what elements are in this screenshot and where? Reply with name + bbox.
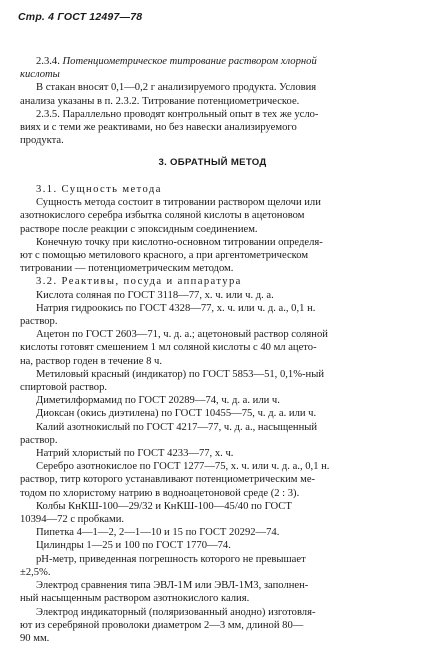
text-line: Диметилформамид по ГОСТ 20289—74, ч. д. а. или ч. (36, 395, 280, 407)
text-line: кислоты готовят смешением 1 мл соляной кислоты с 40 мл ацето- (20, 342, 317, 354)
text-line: раствор. (20, 316, 58, 328)
text-line: Колбы КнКШ-100—29/32 и КнКШ-100—45/40 по ГОСТ (36, 500, 292, 512)
text-line: ±2,5%. (20, 566, 51, 578)
text-line: виях и с теми же реактивами, но без навески анализируемого (20, 122, 297, 134)
text-line: Калий азотнокислый по ГОСТ 4217—77, ч. д. а., насыщенный (36, 421, 318, 433)
clause-2-3-4-heading (20, 55, 411, 68)
text-line: Ацетон по ГОСТ 2603—71, ч. д. а.; ацетоновый раствор соляной (36, 329, 328, 341)
text-line: Электрод индикаторный (поляризованный анодно) изготовля- (36, 606, 316, 618)
text-line: спиртовой раствор. (20, 382, 108, 394)
text-line: pH-метр, приведенная погрешность которого не превышает (36, 553, 306, 565)
text-line: 10394—72 с пробками. (20, 514, 125, 526)
text-line: В стакан вносят 0,1—0,2 г анализируемого продукта. Условия (36, 82, 317, 94)
clause-3-2-heading: 3.2. Реактивы, посуда и аппаратура (36, 276, 242, 288)
text-line: на, раствор годен в течение 8 ч. (20, 355, 163, 367)
text-line: Диоксан (окись диэтилена) по ГОСТ 10455—75, ч. д. а. или ч. (36, 408, 317, 420)
text-line: Конечную точку при кислотно-основном титровании определя- (36, 236, 323, 248)
text-line: раствор. (20, 434, 58, 446)
text-line: Натрия гидроокись по ГОСТ 4328—77, х. ч. или ч. д. а., 0,1 н. (36, 302, 316, 314)
text-line: азотнокислого серебра избытка соляной кислоты в ацетоновом (20, 210, 305, 222)
text-line: ют с помощью метилового красного, а при аргентометрическом (20, 250, 309, 262)
text-line: 90 мм. (20, 632, 50, 644)
clause-number: 2.3.4. (36, 56, 60, 67)
text-line: тодом по хлористому натрию в водноацетоновой среде (2 : 3). (20, 487, 300, 499)
text-line: Серебро азотнокислое по ГОСТ 1277—75, х. ч. или ч. д. а., 0,1 н. (36, 461, 330, 473)
clause-title: Потенциометрическое титрование раствором хлорной (62, 56, 317, 67)
text-line: ют из серебряной проволоки диаметром 2—3 мм, длиной 80— (20, 619, 304, 631)
text-line: Электрод сравнения типа ЭВЛ-1М или ЭВЛ-1М3, заполнен- (36, 580, 309, 592)
text-line: Сущность метода состоит в титровании раствором щелочи или (36, 197, 321, 209)
text-line: Цилиндры 1—25 и 100 по ГОСТ 1770—74. (36, 540, 231, 552)
section-3-title: 3. ОБРАТНЫЙ МЕТОД (158, 157, 267, 168)
page-header: Стр. 4 ГОСТ 12497—78 (18, 11, 143, 23)
clause-3-1-heading: 3.1. Сущность метода (36, 184, 162, 195)
text-line: продукта. (20, 135, 64, 147)
text-line: титровании — потенциометрическим методом. (20, 263, 234, 275)
section-3-block (20, 183, 411, 645)
text-line: Кислота соляная по ГОСТ 3118—77, х. ч. или ч. д. а. (36, 289, 274, 301)
clause-title-cont: кислоты (20, 69, 60, 81)
section-2-block (20, 55, 411, 147)
text-line: 2.3.5. Параллельно проводят контрольный опыт в тех же усло- (36, 108, 319, 120)
text-line: Натрий хлористый по ГОСТ 4233—77, х. ч. (36, 448, 234, 460)
text-line: раствор, титр которого устанавливают потенциометрическим ме- (20, 474, 316, 486)
text-line: Метиловый красный (индикатор) по ГОСТ 5853—51, 0,1%-ный (36, 368, 325, 380)
text-line: растворе после реакции с эпоксидным соединением. (20, 223, 258, 235)
text-line: Пипетка 4—1—2, 2—1—10 и 15 по ГОСТ 20292—74. (36, 527, 280, 539)
text-line: ный насыщенным раствором азотнокислого калия. (20, 593, 250, 605)
text-line: анализа указаны в п. 2.3.2. Титрование потенциометрическое. (20, 95, 300, 107)
